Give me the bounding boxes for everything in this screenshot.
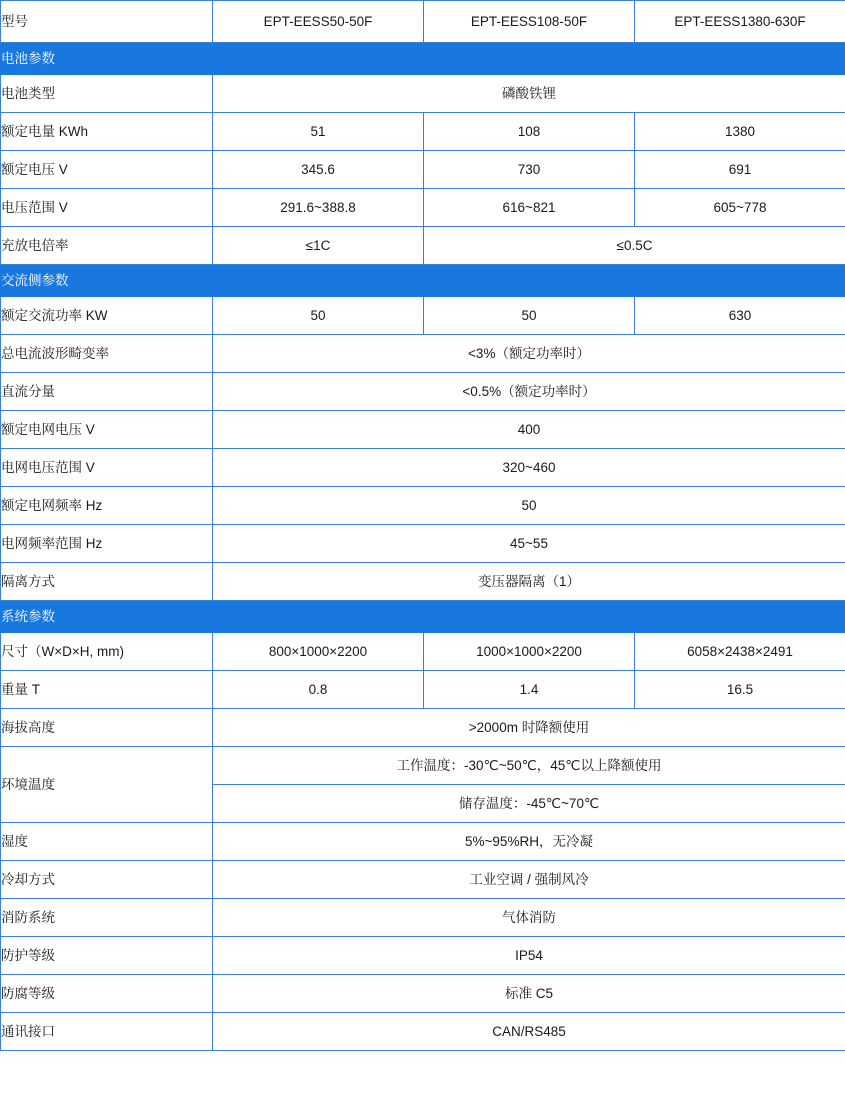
row-label: 防护等级	[1, 937, 213, 975]
table-row	[1, 297, 845, 335]
table-row	[1, 373, 845, 411]
section-title: 电池参数	[1, 43, 845, 75]
row-value: 50	[213, 487, 845, 525]
table-row	[1, 671, 845, 709]
row-value: 691	[635, 151, 845, 189]
table-row	[1, 937, 845, 975]
row-value: CAN/RS485	[213, 1013, 845, 1051]
row-value: 50	[424, 297, 635, 335]
row-value: 50	[213, 297, 424, 335]
row-value: 变压器隔离（1）	[213, 563, 845, 601]
row-value: 6058×2438×2491	[635, 633, 845, 671]
table-row	[1, 487, 845, 525]
section-title: 交流侧参数	[1, 265, 845, 297]
row-value: 616~821	[424, 189, 635, 227]
row-value: 800×1000×2200	[213, 633, 424, 671]
row-label: 额定电网电压 V	[1, 411, 213, 449]
row-label: 重量 T	[1, 671, 213, 709]
table-row	[1, 563, 845, 601]
section-header-ac	[1, 265, 845, 297]
table-row	[1, 75, 845, 113]
row-label: 总电流波形畸变率	[1, 335, 213, 373]
row-label: 充放电倍率	[1, 227, 213, 265]
table-row	[1, 747, 845, 785]
table-row	[1, 189, 845, 227]
row-label: 额定电压 V	[1, 151, 213, 189]
row-value: >2000m 时降额使用	[213, 709, 845, 747]
row-label: 直流分量	[1, 373, 213, 411]
section-header-battery	[1, 43, 845, 75]
row-value: <0.5%（额定功率时）	[213, 373, 845, 411]
header-model-cell-2: EPT-EESS108-50F	[424, 1, 635, 43]
table-row	[1, 151, 845, 189]
header-label-cell: 型号	[1, 1, 213, 43]
row-label: 冷却方式	[1, 861, 213, 899]
row-value: 320~460	[213, 449, 845, 487]
row-value: 1380	[635, 113, 845, 151]
row-value: 0.8	[213, 671, 424, 709]
header-model-cell-3: EPT-EESS1380-630F	[635, 1, 845, 43]
row-value: 51	[213, 113, 424, 151]
row-label: 消防系统	[1, 899, 213, 937]
section-title: 系统参数	[1, 601, 845, 633]
row-value: 630	[635, 297, 845, 335]
table-row	[1, 899, 845, 937]
row-value: 1000×1000×2200	[424, 633, 635, 671]
row-label: 尺寸（W×D×H, mm)	[1, 633, 213, 671]
row-value: 16.5	[635, 671, 845, 709]
row-label: 海拔高度	[1, 709, 213, 747]
row-label: 通讯接口	[1, 1013, 213, 1051]
table-row	[1, 449, 845, 487]
row-label: 防腐等级	[1, 975, 213, 1013]
table-row	[1, 823, 845, 861]
row-value: ≤1C	[213, 227, 424, 265]
row-label: 额定电网频率 Hz	[1, 487, 213, 525]
row-value: 5%~95%RH，无冷凝	[213, 823, 845, 861]
row-value: IP54	[213, 937, 845, 975]
row-label: 额定电量 KWh	[1, 113, 213, 151]
row-value: 605~778	[635, 189, 845, 227]
table-row	[1, 861, 845, 899]
row-value: 291.6~388.8	[213, 189, 424, 227]
table-row	[1, 113, 845, 151]
table-row	[1, 335, 845, 373]
row-value: 工业空调 / 强制风冷	[213, 861, 845, 899]
row-value: 1.4	[424, 671, 635, 709]
table-row	[1, 227, 845, 265]
row-label: 电池类型	[1, 75, 213, 113]
row-value: 储存温度：-45℃~70℃	[213, 785, 845, 823]
table-row	[1, 709, 845, 747]
row-value: <3%（额定功率时）	[213, 335, 845, 373]
section-header-system	[1, 601, 845, 633]
row-label: 额定交流功率 KW	[1, 297, 213, 335]
row-label: 电网频率范围 Hz	[1, 525, 213, 563]
row-value: 磷酸铁锂	[213, 75, 845, 113]
row-value: 400	[213, 411, 845, 449]
row-value: 标准 C5	[213, 975, 845, 1013]
row-value: 730	[424, 151, 635, 189]
row-label: 湿度	[1, 823, 213, 861]
table-row	[1, 975, 845, 1013]
row-value: ≤0.5C	[424, 227, 845, 265]
table-header-row	[1, 1, 845, 43]
table-row	[1, 1013, 845, 1051]
row-label: 电压范围 V	[1, 189, 213, 227]
table-row	[1, 411, 845, 449]
row-value: 气体消防	[213, 899, 845, 937]
row-value: 45~55	[213, 525, 845, 563]
header-model-cell-1: EPT-EESS50-50F	[213, 1, 424, 43]
table-row	[1, 633, 845, 671]
table-row	[1, 525, 845, 563]
row-value: 108	[424, 113, 635, 151]
row-label: 隔离方式	[1, 563, 213, 601]
row-value: 工作温度：-30℃~50℃，45℃以上降额使用	[213, 747, 845, 785]
row-label: 电网电压范围 V	[1, 449, 213, 487]
row-label: 环境温度	[1, 747, 213, 823]
row-value: 345.6	[213, 151, 424, 189]
